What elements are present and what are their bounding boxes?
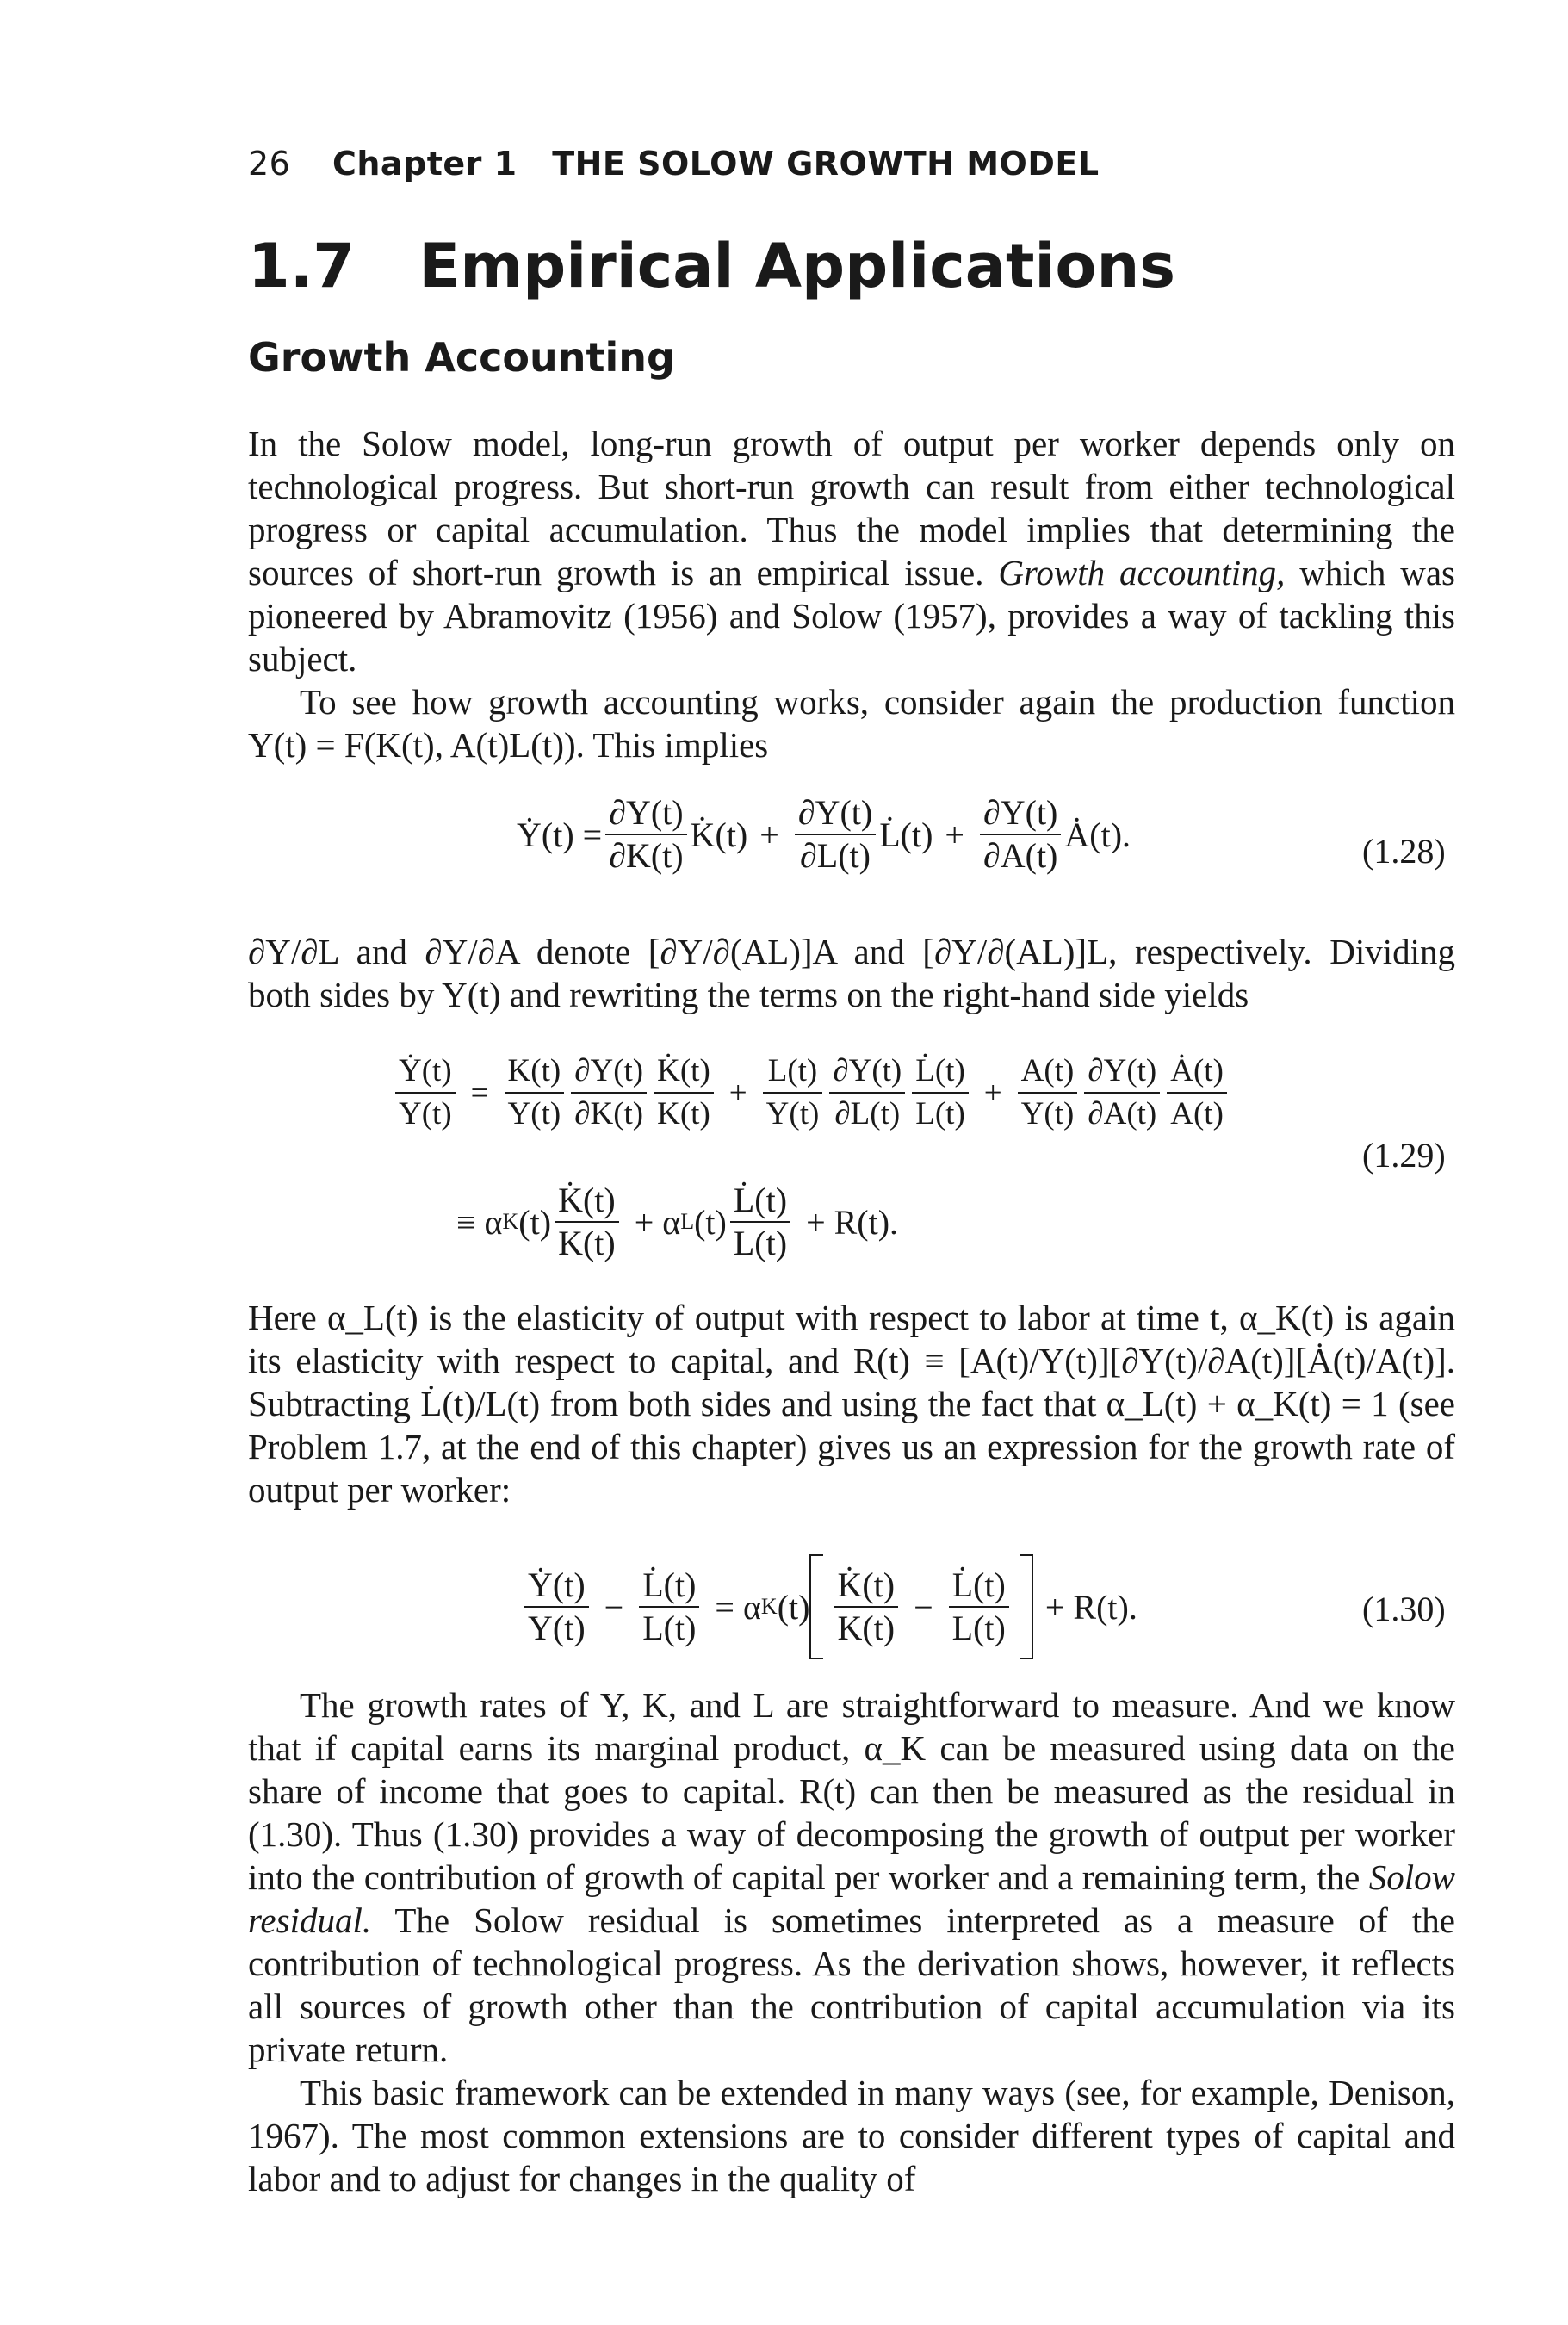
eq129-sub-k: K [502,1209,519,1234]
eq130-l-frac [639,1565,699,1649]
eq129-frac-b [571,1051,647,1135]
eq130-y-frac [524,1565,589,1649]
section-heading [248,231,1175,301]
eq128-fraction-1 [605,792,686,877]
eq129-plus-1: + [728,1075,747,1111]
eq128-fraction-3 [980,792,1061,877]
eq128-fraction-2 [795,792,876,877]
eq130-t: (t) [777,1587,810,1627]
eq128-frac2-num: ∂Y(t) [797,793,873,832]
eq128-frac1-den: ∂K(t) [605,834,686,877]
eq130-minus-2: − [914,1587,933,1627]
paragraph-1-emphasis: Growth accounting, [998,553,1286,592]
eq130-l2-num: L̇(t) [951,1566,1006,1604]
paragraph-1 [248,422,1455,680]
eq129-line2-k-frac [555,1180,619,1264]
paragraph-2: To see how growth accounting works, consider again the production function Y(t) = F(K(t), A(t)L(t)). This implies [248,682,1455,765]
eq129-plus-2: + [983,1075,1002,1111]
eq129-lhs-num: Ẏ(t) [399,1053,452,1088]
eq130-end: + R(t). [1044,1587,1137,1627]
paragraph-1-text-b: which was pioneered by Abramovitz (1956) and Solow (1957), provides a way of tackling this subject. [248,553,1455,679]
eq129-line2-start: ≡ α [456,1202,503,1242]
eq129-sub-l: L [680,1209,695,1234]
paragraph-4: Here α_L(t) is the elasticity of output with respect to labor at time t, α_K(t) is again its elasticity with respect to capital, and R(t) ≡ [A(t)/Y(t)][∂Y(t)/∂A(t)][Ȧ(t)/A(t)]. Subtracting L̇(t)/L(t) from both sides and using the fact that α_L(t) + α_K(t) = 1 (see Problem 1.7, at the end of this chapter) gives us an expression for the growth rate of output per worker: [248,1298,1455,1510]
eq129-l2l-num: L̇(t) [733,1181,788,1219]
eq129-c-den: K(t) [654,1092,714,1135]
eq129-equals: = [470,1075,489,1111]
equation-number-1-30: (1.30) [1362,1590,1446,1628]
eq129-line2-end: + R(t). [806,1202,899,1242]
section-title: Empirical Applications [418,231,1176,301]
equation-1-29-line-1 [392,1051,1230,1135]
eq129-e-num: ∂Y(t) [833,1053,902,1088]
eq129-frac-i [1167,1051,1227,1135]
eq130-y-den: Y(t) [524,1606,589,1649]
eq129-a-den: Y(t) [505,1092,565,1135]
eq129-lhs-den: Y(t) [395,1092,456,1135]
eq129-i-num: Ȧ(t) [1170,1053,1224,1088]
eq128-rate-2: L̇(t) [879,815,933,854]
eq128-frac2-den: ∂L(t) [795,834,876,877]
eq128-frac3-den: ∂A(t) [980,834,1061,877]
eq129-h-num: ∂Y(t) [1088,1053,1157,1088]
eq129-a-num: K(t) [507,1053,561,1088]
eq130-l-num: L̇(t) [642,1566,697,1604]
equation-1-30 [521,1554,1137,1659]
eq128-lhs: Ẏ(t) = [517,815,603,854]
eq129-e-den: ∂L(t) [829,1092,905,1135]
eq129-l2l-den: L(t) [730,1221,790,1264]
eq129-frac-a [505,1051,565,1135]
running-head [248,145,1100,183]
paragraph-5-text-b: The Solow residual is sometimes interpreted as a measure of the contribution of technological progress. As the derivation shows, however, it reflects all sources of growth other than the contribution of capital accumulation via its private return. [248,1900,1455,2069]
eq129-b-den: ∂K(t) [571,1092,647,1135]
subsection-title: Growth Accounting [248,334,675,381]
eq129-t-1: (t) [518,1202,552,1242]
paragraph-6: This basic framework can be extended in many ways (see, for example, Denison, 1967). The most common extensions are to consider different types of capital and labor and to adjust for changes in the quality of [248,2073,1455,2198]
eq128-rate-3: Ȧ(t). [1064,815,1131,854]
eq129-g-den: Y(t) [1018,1092,1078,1135]
left-bracket [809,1554,823,1659]
paragraph-1-text-a: In the Solow model, long-run growth of output per worker depends only on technological progress. But short-run growth can result from either technological progress or capital accumulation. Thus the model implies that determining the sources of short-run growth is an empirical issue. [248,424,1455,592]
eq129-frac-h [1084,1051,1160,1135]
equation-number-1-29: (1.29) [1362,1136,1446,1175]
eq130-minus-1: − [604,1587,624,1627]
eq129-f-num: L̇(t) [915,1053,965,1088]
eq130-k-num: K̇(t) [837,1566,896,1604]
eq129-b-num: ∂Y(t) [574,1053,644,1088]
eq129-t-2: (t) [694,1202,727,1242]
eq128-plus-2: + [945,815,964,854]
eq129-l2k-den: K(t) [555,1221,619,1264]
eq129-d-den: Y(t) [763,1092,823,1135]
eq128-frac1-num: ∂Y(t) [609,793,684,832]
chapter-title: THE SOLOW GROWTH MODEL [552,145,1100,183]
eq129-frac-d [763,1051,823,1135]
equation-number-1-28: (1.28) [1362,832,1446,871]
eq129-frac-g [1018,1051,1078,1135]
eq128-plus-1: + [759,815,779,854]
eq130-l2-frac [949,1565,1009,1649]
eq129-l2k-num: K̇(t) [558,1181,616,1219]
eq130-l2-den: L(t) [949,1606,1009,1649]
eq128-rate-1: K̇(t) [690,815,748,854]
eq129-i-den: A(t) [1167,1092,1227,1135]
eq129-line2-l-frac [730,1180,790,1264]
eq129-c-num: K̇(t) [657,1053,710,1088]
equation-1-28 [517,792,1131,877]
eq129-h-den: ∂A(t) [1084,1092,1160,1135]
paragraph-5-text-a: The growth rates of Y, K, and L are straightforward to measure. And we know that if capital earns its marginal product, α_K can be measured using data on the share of income that goes to capital. R(t) can then be measured as the residual in (1.30). Thus (1.30) provides a way of decomposing the growth of output per worker into the contribution of growth of capital per worker and a remaining term, the [248,1685,1455,1897]
eq129-g-num: A(t) [1020,1053,1075,1088]
paragraph-3: ∂Y/∂L and ∂Y/∂A denote [∂Y/∂(AL)]A and [∂Y/∂(AL)]L, respectively. Dividing both sides by Y(t) and rewriting the terms on the right-hand side yields [248,932,1455,1014]
eq129-line2-plus-alpha: + α [634,1202,681,1242]
page-number: 26 [248,145,291,183]
eq129-d-num: L(t) [767,1053,818,1088]
right-bracket [1020,1554,1033,1659]
eq130-k-den: K(t) [834,1606,898,1649]
eq130-eq-alpha: = α [715,1587,761,1627]
paragraph-5-emphasis: Solow residual. [248,1857,1455,1940]
eq129-frac-e [829,1051,905,1135]
eq129-lhs [395,1051,456,1135]
eq130-sub-k: K [760,1594,778,1619]
eq130-k-frac [834,1565,898,1649]
eq128-frac3-num: ∂Y(t) [982,793,1058,832]
paragraph-5 [248,1683,1455,2071]
eq129-frac-c [654,1051,714,1135]
eq130-y-num: Ẏ(t) [528,1566,586,1604]
eq130-l-den: L(t) [639,1606,699,1649]
eq129-frac-f [912,1051,969,1135]
chapter-label: Chapter 1 [332,145,518,183]
section-number: 1.7 [248,231,356,301]
eq129-f-den: L(t) [912,1092,969,1135]
equation-1-29-line-2 [456,1180,898,1264]
